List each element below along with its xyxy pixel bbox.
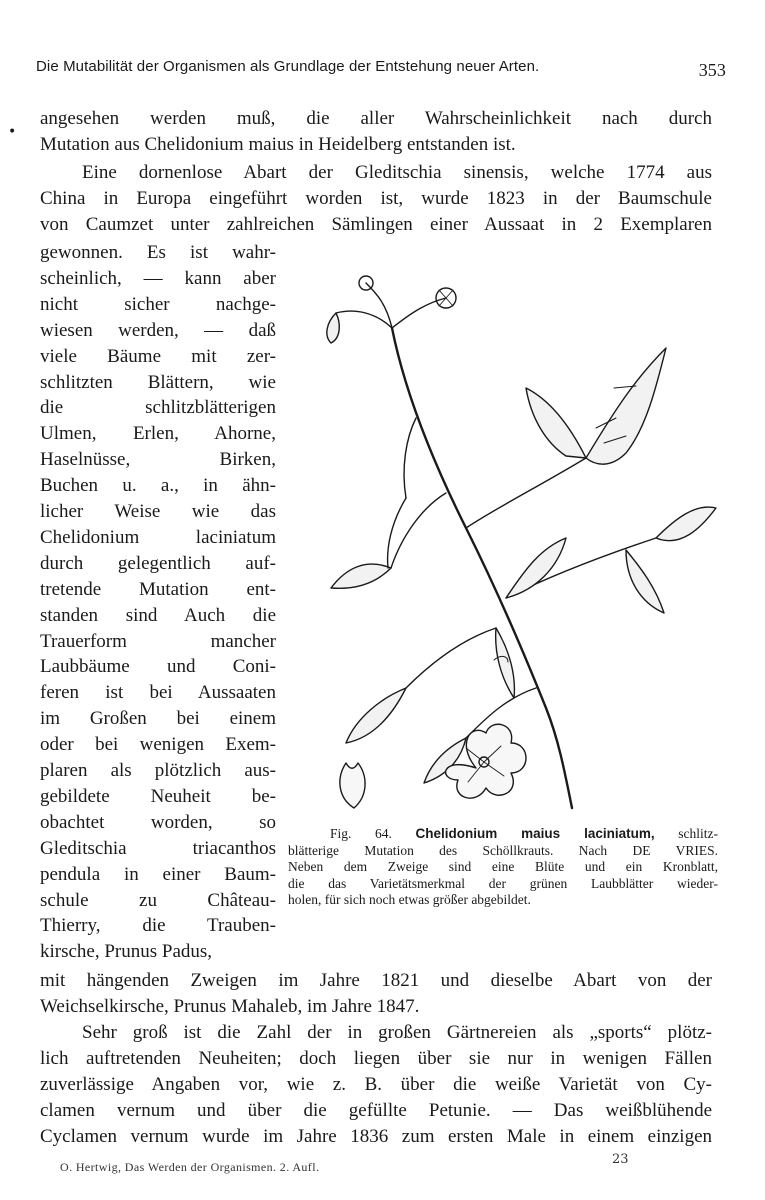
figure-title: Chelidonium maius laciniatum, [415,826,655,841]
text-line: lich auftretenden Neuheiten; doch liegen über sie nur in wenigen Fällen [40,1048,712,1069]
column-text-line: oder bei wenigen Exem- [40,734,276,756]
column-text-line: Ulmen, Erlen, Ahorne, [40,423,276,445]
caption-line: blätterige Mutation des Schöllkrauts. Nach DE VRIES. [288,842,718,858]
text-line: mit hängenden Zweigen im Jahre 1821 und dieselbe Abart von der [40,970,712,991]
caption-line: Neben dem Zweige sind eine Blüte und ein Kronblatt, [288,859,718,874]
column-text-line: Haselnüsse, Birken, [40,449,276,471]
figure-caption [288,826,718,909]
column-text-line: Laubbäume und Coni- [40,656,276,678]
page-number: 353 [698,60,726,80]
text-line: Mutation aus Chelidonium maius in Heidelberg entstanden ist. [40,134,516,155]
column-text-line: gewonnen. Es ist wahr- [40,242,276,263]
text-line: Weichselkirsche, Prunus Mahaleb, im Jahre 1847. [40,996,420,1017]
column-text-line: feren ist bei Aussaaten [40,682,276,704]
caption-text: schlitz- [678,826,719,841]
column-text-line: obachtet worden, so [40,811,276,833]
column-text-line: Trauerform mancher [40,630,276,652]
column-text-line: gebildete Neuheit be- [40,785,276,807]
text-line: angesehen werden muß, die aller Wahrscheinlichkeit nach durch [40,108,712,129]
margin-mark: • [8,124,17,140]
column-text-line: pendula in einer Baum- [40,863,276,885]
column-text-line: kirsche, Prunus Padus, [40,941,213,963]
text-line: zuverlässige Angaben vor, wie z. B. über die weiße Varietät von Cy- [40,1074,712,1095]
figure-illustration [296,268,726,828]
column-text-line: tretende Mutation ent- [40,578,276,600]
column-text-line: Chelidonium laciniatum [40,526,276,548]
column-text-line: Gleditschia triacanthos [40,837,276,859]
text-line: von Caumzet unter zahlreichen Sämlingen einer Aussaat in 2 Exemplaren [40,214,712,235]
footer-signature: O. Hertwig, Das Werden der Organismen. 2. Aufl. [60,1160,320,1174]
column-text-line: durch gelegentlich auf- [40,552,276,574]
column-text-line: scheinlich, — kann aber [40,267,276,289]
column-text-line: Buchen u. a., in ähn- [40,475,276,497]
text-line: Cyclamen vernum wurde im Jahre 1836 zum ersten Male in einem einzigen [40,1126,712,1147]
text-line: China in Europa eingeführt worden ist, wurde 1823 in der Baumschule [40,188,712,209]
caption-line: holen, für sich noch etwas größer abgebildet. [288,892,531,907]
column-text-line: schule zu Château- [40,889,276,911]
running-head-title: Die Mutabilität der Organismen als Grundlage der Entstehung neuer Arten. [36,58,540,75]
running-head [36,58,726,80]
column-text-line: die schlitzblätterigen [40,397,276,419]
column-text-line: nicht sicher nachge- [40,293,276,315]
text-line: Eine dornenlose Abart der Gleditschia sinensis, welche 1774 aus [82,162,712,183]
text-line: clamen vernum und über die gefüllte Petunie. — Das weißblühende [40,1100,712,1121]
column-text-line: Thierry, die Trauben- [40,915,276,937]
signature-number: 23 [612,1152,629,1167]
column-text-line: wiesen werden, — daß [40,319,276,341]
column-text-line: schlitzten Blättern, wie [40,371,276,393]
figure-label: Fig. 64. [330,826,392,841]
column-text-line: standen sind Auch die [40,604,276,626]
column-text-line: plaren als plötzlich aus- [40,760,276,781]
column-text-line: viele Bäume mit zer- [40,345,276,367]
caption-line [288,826,718,843]
column-text-line: licher Weise wie das [40,501,276,522]
text-line: Sehr groß ist die Zahl der in großen Gärtnereien als „sports“ plötz- [82,1022,712,1043]
column-text-line: im Großen bei einem [40,708,276,730]
caption-line: die das Varietätsmerkmal der grünen Laubblätter wieder- [288,875,718,891]
